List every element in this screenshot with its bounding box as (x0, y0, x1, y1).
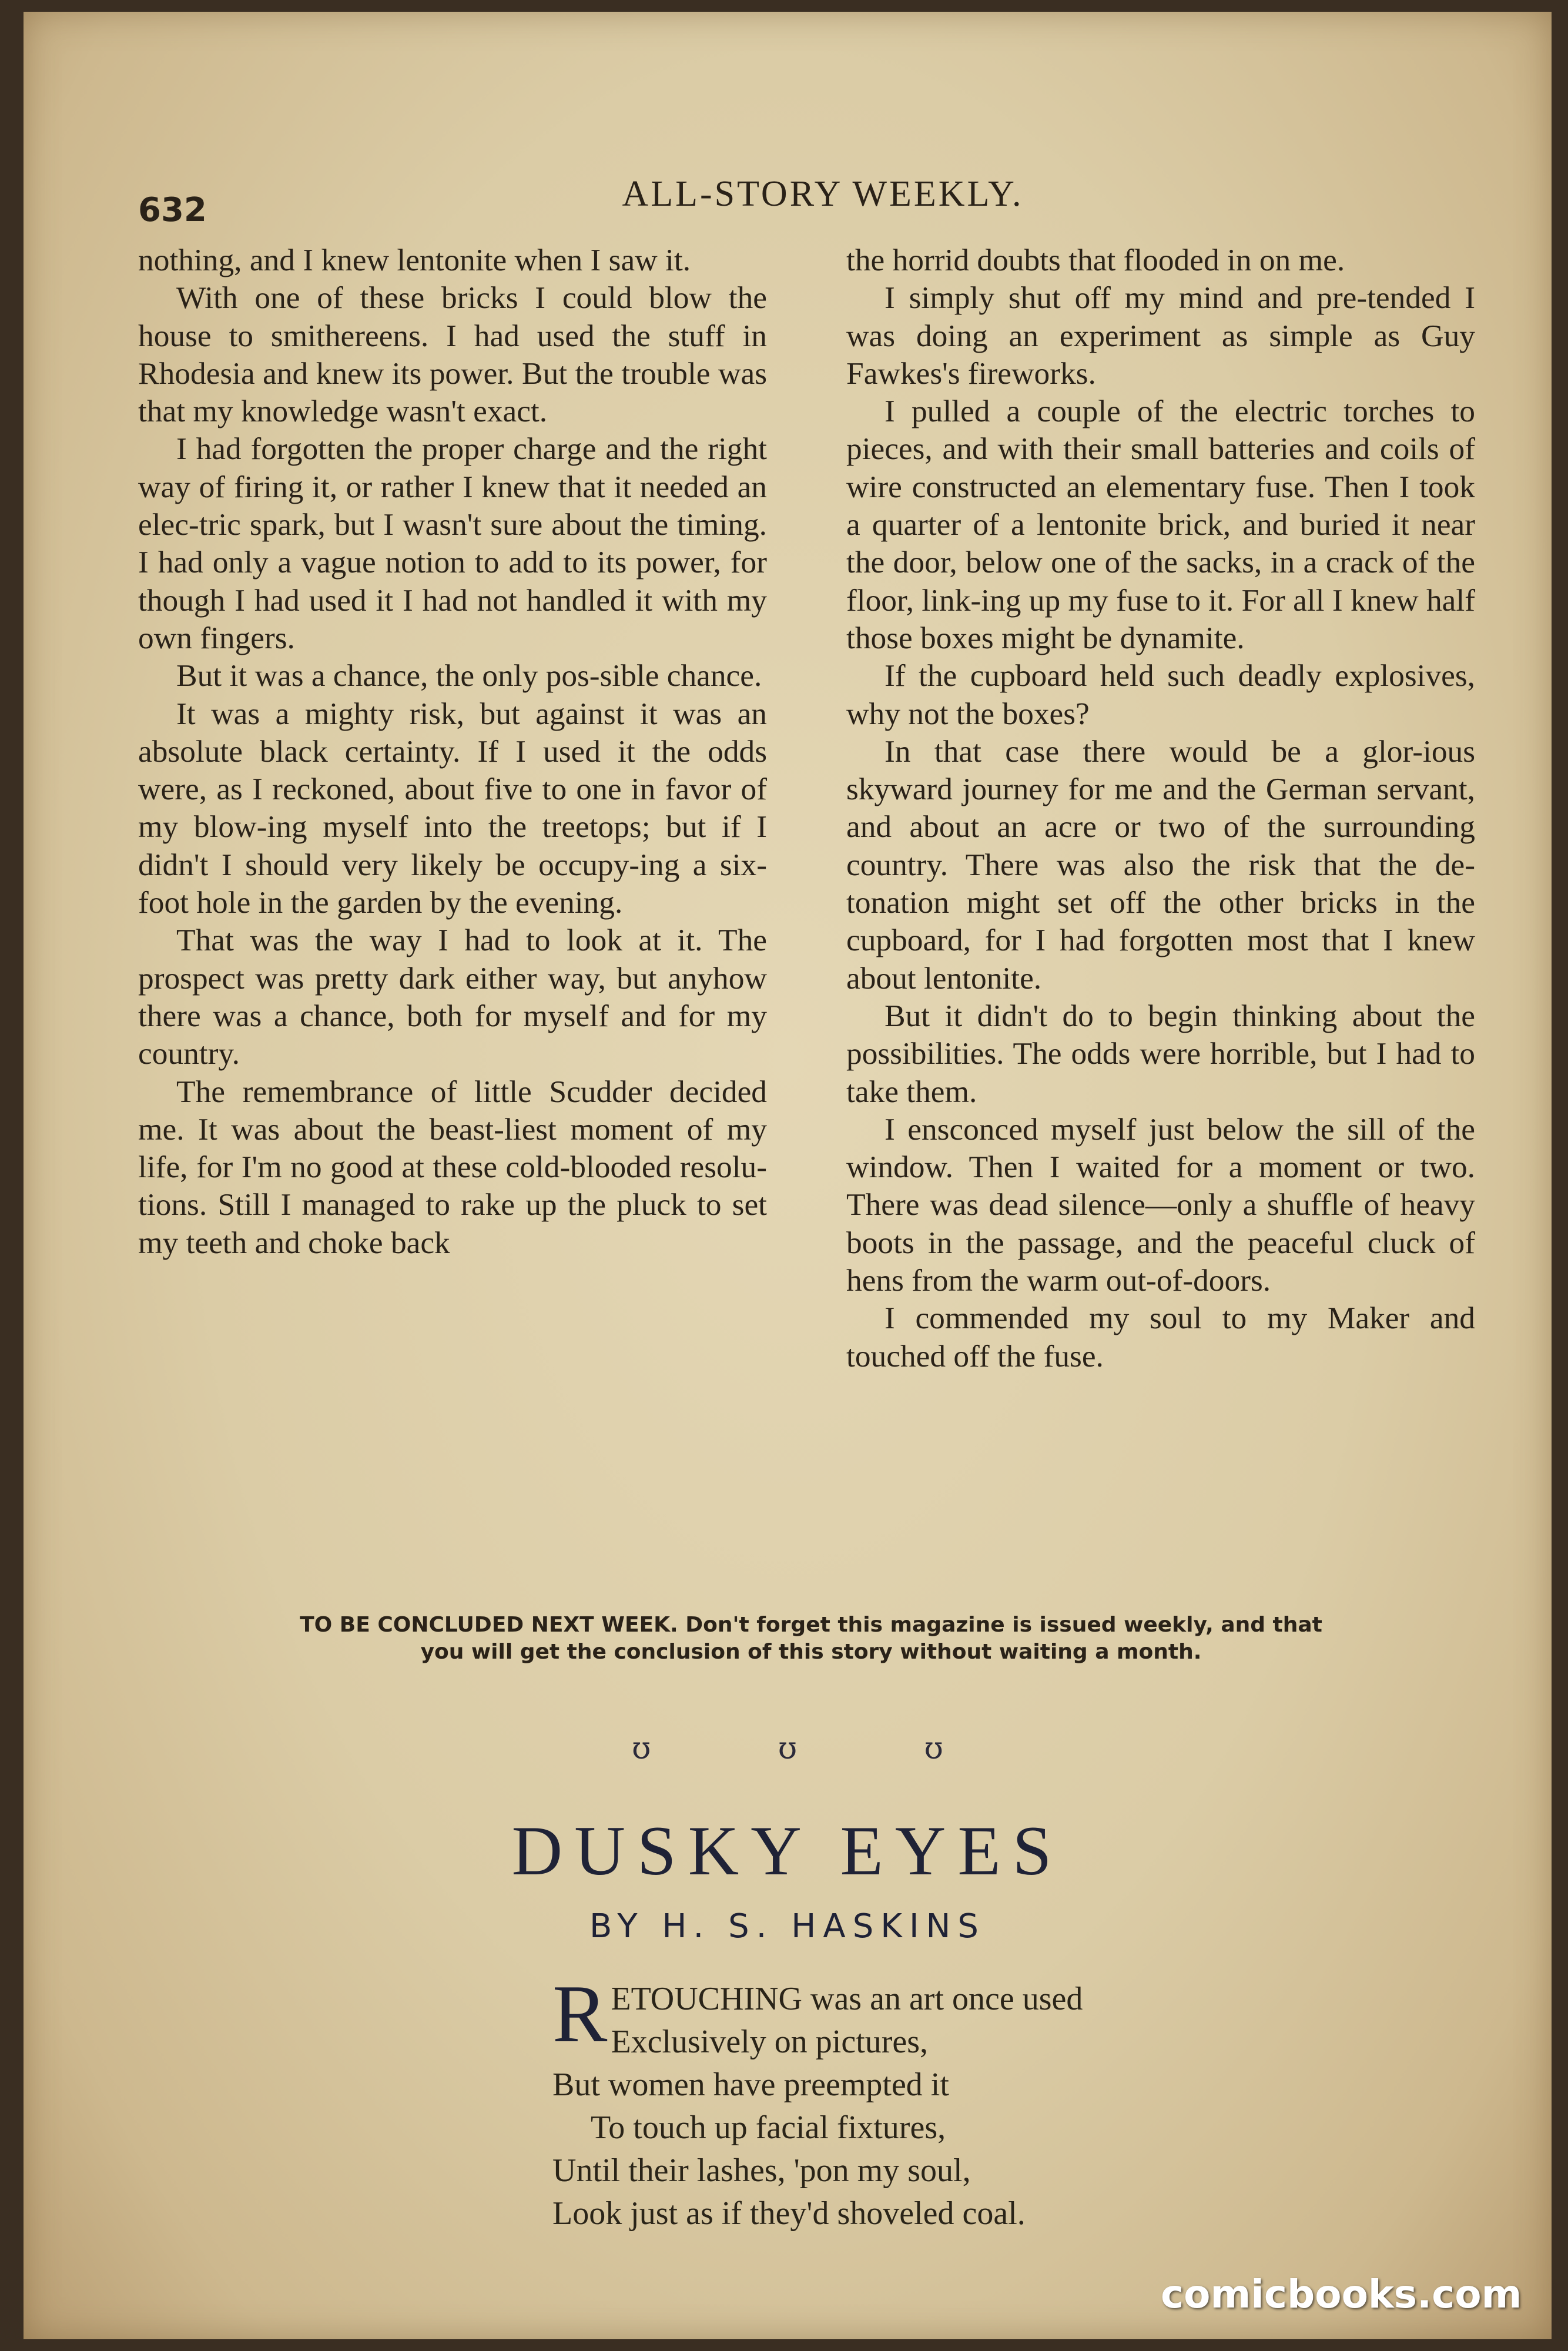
paragraph: It was a mighty risk, but against it was an absolute black certainty. If I used it the odds were, as I reckoned, about five to one in favor of my blow-ing myself into the treetops; but if I didn't I should very likely be occupy-ing a six-foot hole in the garden by the evening. (138, 695, 767, 920)
paragraph: I ensconced myself just below the sill of the window. Then I waited for a moment or two. There was dead silence—only a shuffle of heavy boots in the passage, and the peaceful cluck of hens from the warm out-of-doors. (846, 1111, 1475, 1298)
continuation-notice (138, 1612, 1484, 1666)
poem-title: DUSKY EYES (511, 1811, 1064, 1890)
story-columns (138, 241, 1475, 1605)
ornament-icon: ʊ (778, 1731, 798, 1766)
section-divider (24, 1731, 1552, 1766)
paragraph: If the cupboard held such deadly explosives, why not the boxes? (846, 658, 1475, 731)
poem-line: Until their lashes, 'pon my soul, (552, 2152, 971, 2189)
paragraph: With one of these bricks I could blow the house to smithereens. I had used the stuff in Rhodesia and knew its power. But the trouble was that my knowledge wasn't exact. (138, 280, 767, 429)
ornament-icon: ʊ (924, 1731, 943, 1766)
paragraph: nothing, and I knew lentonite when I saw it. (138, 242, 691, 277)
poem-line: Exclusively on pictures, (611, 2024, 929, 2060)
paragraph: That was the way I had to look at it. The prospect was pretty dark either way, but anyhow there was a chance, both for myself and for my country. (138, 922, 767, 1071)
paragraph: But it didn't do to begin thinking about the possibilities. The odds were horrible, but I had to take them. (846, 997, 1475, 1109)
poem-line: But women have preempted it (552, 2067, 949, 2103)
paragraph: the horrid doubts that flooded in on me. (846, 242, 1345, 277)
page-number: 632 (138, 191, 207, 229)
paragraph: I had forgotten the proper charge and the right way of firing it, or rather I knew that it needed an elec-tric spark, but I wasn't sure about the timing. I had only a vague notion to add to its power, for though I had used it I had not handled it with my own fingers. (138, 431, 767, 655)
running-title: ALL-STORY WEEKLY. (622, 174, 1024, 214)
notice-line-1: TO BE CONCLUDED NEXT WEEK. Don't forget this magazine is issued weekly, and that (300, 1613, 1322, 1637)
poem-line: Look just as if they'd shoveled coal. (552, 2195, 1026, 2232)
paragraph: I commended my soul to my Maker and touched off the fuse. (846, 1300, 1475, 1374)
paragraph: In that case there would be a glor-ious skyward journey for me and the German servant, and about an acre or two of the surrounding country. There was also the risk that the de-tonation might set off the other bricks in the cupboard, for I had forgotten most that I knew about lentonite. (846, 733, 1475, 996)
right-column (846, 241, 1475, 1605)
paragraph: I simply shut off my mind and pre-tended I was doing an experiment as simple as Guy Fawkes's fireworks. (846, 280, 1475, 391)
drop-cap: R (552, 1968, 608, 2059)
paragraph: The remembrance of little Scudder decided me. It was about the beast-liest moment of my life, for I'm no good at these cold-blooded resolu-tions. Still I managed to rake up the pluck to set my teeth and choke back (138, 1073, 767, 1260)
poem-body (552, 1968, 1316, 2235)
poem-line: To touch up facial fixtures, (591, 2109, 946, 2146)
page-header (24, 162, 1552, 229)
paragraph: But it was a chance, the only pos-sible chance. (176, 658, 762, 694)
ornament-icon: ʊ (632, 1731, 651, 1766)
left-column (138, 241, 767, 1605)
magazine-page (24, 12, 1552, 2339)
paragraph: I pulled a couple of the electric torches to pieces, and with their small batteries and coils of wire constructed an elementary fuse. Then I took a quarter of a lentonite brick, and buried it near the door, below one of the sacks, in a crack of the floor, link-ing up my fuse to it. For all I knew half those boxes might be dynamite. (846, 393, 1475, 655)
watermark: comicbooks.com (1161, 2272, 1522, 2317)
poem-line (552, 1978, 1316, 2021)
notice-line-2: you will get the conclusion of this story without waiting a month. (420, 1640, 1202, 1664)
poem-first-line-tail: was an art once used (802, 1981, 1083, 2017)
poem-first-word: ETOUCHING (611, 1981, 802, 2017)
poem-byline: BY H. S. HASKINS (589, 1907, 986, 1945)
